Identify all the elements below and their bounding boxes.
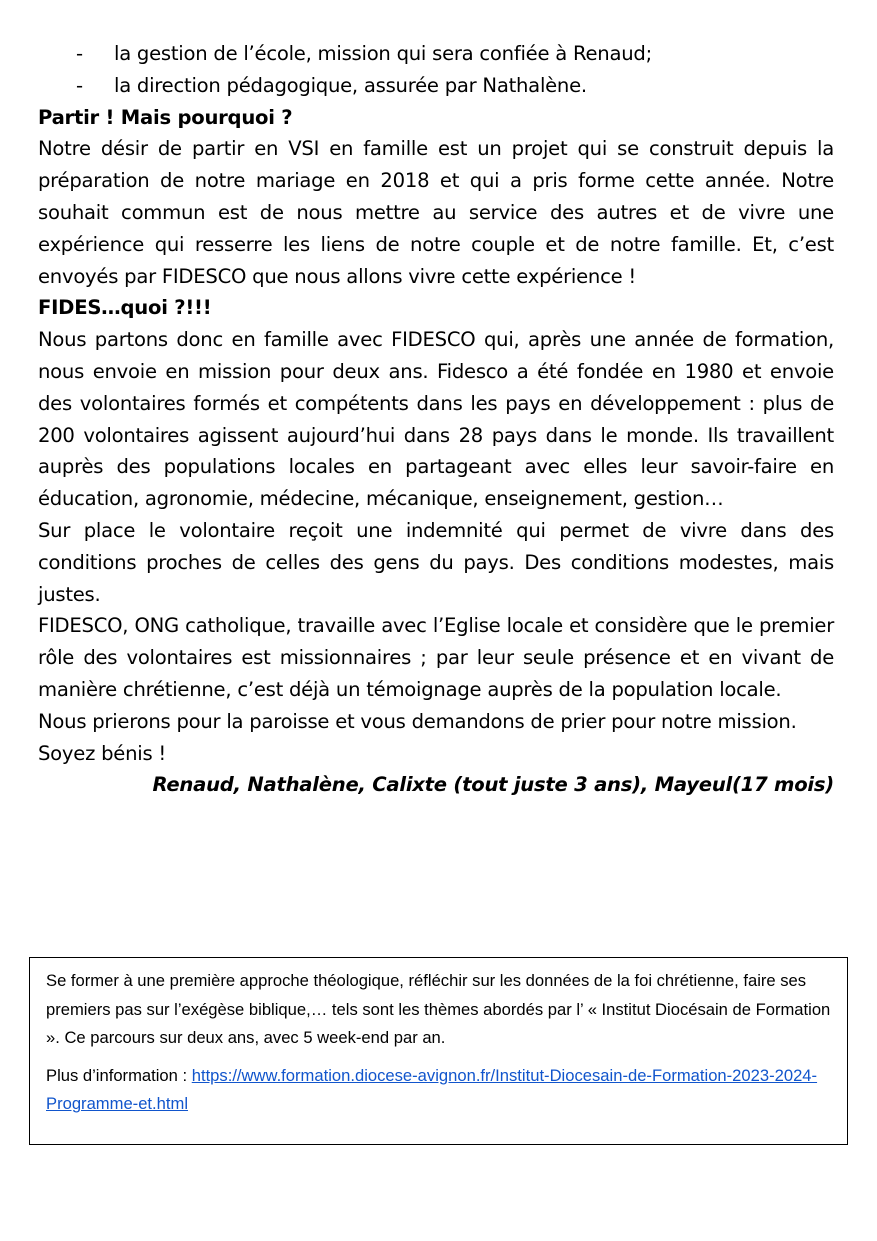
info-box <box>29 957 848 1145</box>
section-heading-fidesco: FIDES…quoi ?!!! <box>38 296 212 320</box>
bullet-item <box>38 70 834 102</box>
paragraph-fidesco-intro: Nous partons donc en famille avec FIDESCO qui, après une année de formation, nous envoie en mission pour deux ans. Fidesco a été fondée en 1980 et envoie des volontaires formés et compétents dans les pays en développement : plus de 200 volontaires agissent aujourd’hui dans 28 pays dans le monde. Ils travaillent auprès des populations locales en partageant avec elles leur savoir-faire en éducation, agronomie, médecine, mécanique, enseignement, gestion… <box>38 328 834 511</box>
more-info-label: Plus d’information : <box>46 1065 192 1085</box>
info-box-text: Se former à une première approche théologique, réfléchir sur les données de la foi chrétienne, faire ses premiers pas sur l’exégèse biblique,… tels sont les thèmes abordés par l’ « Institut Diocésain de Formation ». Ce parcours sur deux ans, avec 5 week-end par an. <box>46 971 831 1048</box>
bullet-dash: - <box>76 42 83 65</box>
formation-link[interactable]: https://www.formation.diocese-avignon.fr/Institut-Diocesain-de-Formation-2023-2024-Programme-et.html <box>46 1065 818 1114</box>
paragraph-prayer: Nous prierons pour la paroisse et vous demandons de prier pour notre mission. <box>38 709 797 733</box>
paragraph-why: Notre désir de partir en VSI en famille est un projet qui se construit depuis la préparation de notre mariage en 2018 et qui a pris forme cette année. Notre souhait commun est de nous mettre au service des autres et de vivre une expérience qui resserre les liens de notre couple et de notre famille. Et, c’est envoyés par FIDESCO que nous allons vivre cette expérience ! <box>38 137 834 288</box>
article-body <box>38 38 834 801</box>
paragraph-ong: FIDESCO, ONG catholique, travaille avec l’Eglise locale et considère que le premier rôle des volontaires est missionnaires ; par leur seule présence et en vivant de manière chrétienne, c’est déjà un témoignage auprès de la population locale. <box>38 614 834 701</box>
section-heading-why: Partir ! Mais pourquoi ? <box>38 105 293 129</box>
bullet-dash: - <box>76 73 83 97</box>
bullet-item <box>38 38 834 70</box>
info-box-more <box>46 1062 831 1119</box>
signature: Renaud, Nathalène, Calixte (tout juste 3 ans), Mayeul(17 mois) <box>152 773 834 797</box>
paragraph-indemnity: Sur place le volontaire reçoit une indemnité qui permet de vivre dans des conditions proches de celles des gens du pays. Des conditions modestes, mais justes. <box>38 518 834 606</box>
paragraph-blessing: Soyez bénis ! <box>38 741 166 765</box>
bullet-text: la gestion de l’école, mission qui sera confiée à Renaud; <box>114 42 652 65</box>
bullet-text: la direction pédagogique, assurée par Nathalène. <box>114 73 587 97</box>
